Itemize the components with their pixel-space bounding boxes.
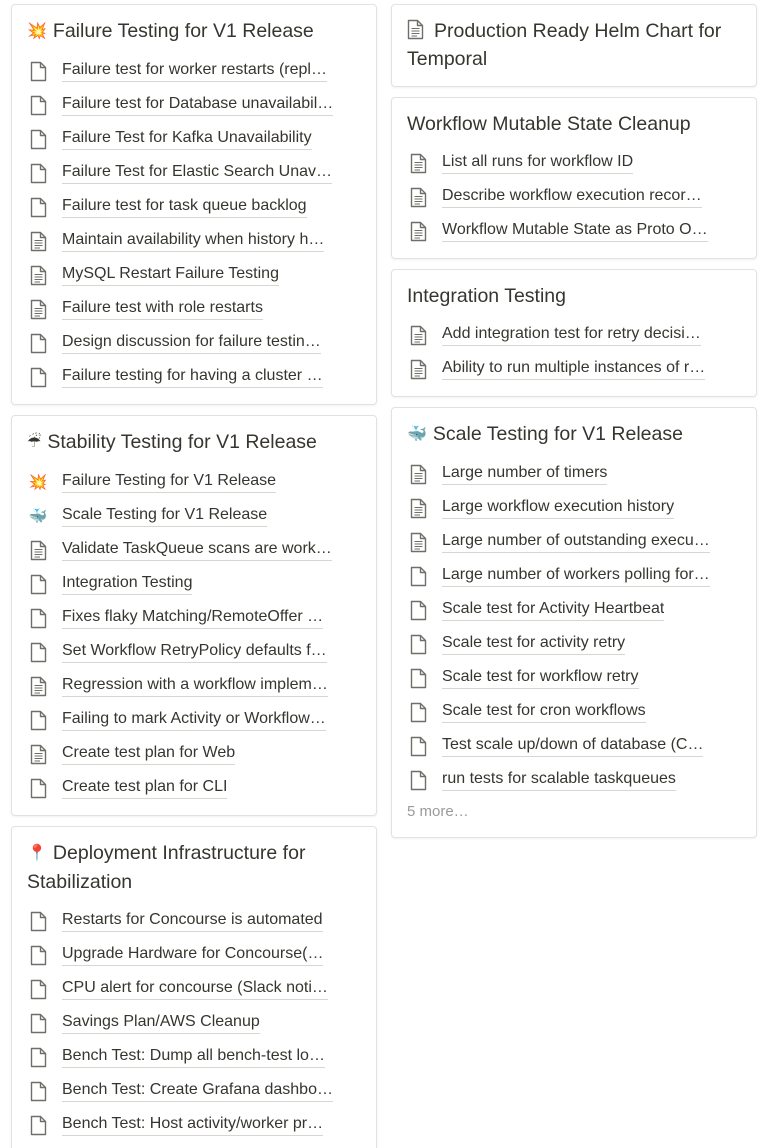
board-card[interactable] — [11, 826, 377, 1148]
page-icon — [28, 128, 48, 150]
linked-page-label[interactable]: run tests for scalable taskqueues — [442, 769, 676, 791]
linked-page-item[interactable] — [27, 635, 361, 669]
linked-page-label[interactable]: Restarts for Concourse is automated — [62, 910, 323, 932]
page-text-icon — [408, 220, 428, 242]
page-icon — [28, 196, 48, 218]
card-title[interactable] — [407, 420, 741, 449]
page-icon — [28, 332, 48, 354]
linked-page-label[interactable]: Failure test with role restarts — [62, 298, 263, 320]
card-title[interactable] — [407, 110, 741, 138]
linked-page-label[interactable]: Maintain availability when history h… — [62, 230, 324, 252]
linked-page-label[interactable]: Validate TaskQueue scans are work… — [62, 539, 332, 561]
linked-page-label[interactable]: Design discussion for failure testin… — [62, 332, 321, 354]
linked-page-label[interactable]: CPU alert for concourse (Slack noti… — [62, 978, 328, 1000]
page-icon — [408, 667, 428, 689]
linked-page-label[interactable]: Add integration test for retry decisi… — [442, 324, 701, 346]
page-text-icon — [408, 324, 428, 346]
linked-page-label[interactable]: Scale Testing for V1 Release — [62, 505, 267, 527]
page-text-icon — [408, 186, 428, 208]
linked-page-item[interactable] — [407, 559, 741, 593]
linked-page-item[interactable] — [407, 627, 741, 661]
page-icon — [408, 565, 428, 587]
page-icon — [28, 641, 48, 663]
linked-page-item[interactable] — [27, 972, 361, 1006]
linked-page-item[interactable] — [27, 703, 361, 737]
linked-page-item[interactable] — [27, 567, 361, 601]
whale-icon: 🐳 — [407, 426, 427, 443]
linked-page-label[interactable]: Test scale up/down of database (C… — [442, 735, 703, 757]
page-icon — [28, 944, 48, 966]
board-card[interactable] — [391, 269, 757, 397]
linked-page-label[interactable]: Bench Test: Host activity/worker pr… — [62, 1114, 323, 1136]
page-icon — [28, 709, 48, 731]
page-text-icon — [28, 230, 48, 252]
linked-page-item[interactable] — [27, 938, 361, 972]
linked-page-item[interactable] — [407, 525, 741, 559]
linked-page-label[interactable]: Fixes flaky Matching/RemoteOffer … — [62, 607, 323, 629]
card-title-text: Deployment Infrastructure for Stabilization — [27, 842, 306, 893]
linked-page-label[interactable]: List all runs for workflow ID — [442, 152, 633, 174]
page-icon — [28, 366, 48, 388]
linked-page-item[interactable] — [27, 360, 361, 394]
linked-page-label[interactable]: Bench Test: Create Grafana dashbo… — [62, 1080, 333, 1102]
board-card[interactable] — [391, 97, 757, 259]
linked-page-item[interactable] — [27, 292, 361, 326]
linked-page-label[interactable]: Failing to mark Activity or Workflow… — [62, 709, 326, 731]
card-title-text: Scale Testing for V1 Release — [432, 423, 683, 445]
linked-page-item[interactable] — [27, 1006, 361, 1040]
linked-page-item[interactable] — [407, 352, 741, 386]
page-icon — [28, 1012, 48, 1034]
page-icon — [28, 60, 48, 82]
whale-icon: 🐳 — [28, 508, 48, 525]
linked-page-item[interactable] — [27, 499, 361, 533]
page-icon — [408, 701, 428, 723]
card-title-text: Workflow Mutable State Cleanup — [407, 113, 691, 135]
linked-page-label[interactable]: Failure Testing for V1 Release — [62, 471, 276, 493]
linked-page-item[interactable] — [27, 601, 361, 635]
page-text-icon — [408, 358, 428, 380]
card-title[interactable] — [407, 17, 741, 73]
linked-page-label[interactable]: Scale test for workflow retry — [442, 667, 639, 689]
page-icon — [28, 777, 48, 799]
page-text-icon — [28, 539, 48, 561]
card-title[interactable] — [27, 839, 361, 896]
linked-page-label[interactable]: Integration Testing — [62, 573, 192, 595]
linked-page-item[interactable] — [27, 258, 361, 292]
linked-page-item[interactable] — [27, 54, 361, 88]
page-icon — [28, 1114, 48, 1136]
collision-icon: 💥 — [27, 23, 47, 40]
linked-page-item[interactable] — [27, 771, 361, 805]
linked-page-item[interactable] — [27, 326, 361, 360]
linked-page-item[interactable] — [407, 318, 741, 352]
linked-page-label[interactable]: Workflow Mutable State as Proto O… — [442, 220, 708, 242]
card-title[interactable] — [27, 428, 361, 457]
linked-page-label[interactable]: Scale test for cron workflows — [442, 701, 646, 723]
linked-page-item[interactable] — [27, 122, 361, 156]
show-more-link[interactable]: 5 more… — [407, 803, 469, 820]
linked-page-item[interactable] — [407, 593, 741, 627]
page-icon — [408, 599, 428, 621]
linked-page-item[interactable] — [27, 190, 361, 224]
page-icon — [28, 94, 48, 116]
linked-page-label[interactable]: Large number of timers — [442, 463, 607, 485]
page-text-icon — [408, 531, 428, 553]
linked-page-label[interactable]: Regression with a workflow implem… — [62, 675, 328, 697]
linked-page-item[interactable] — [27, 156, 361, 190]
board-column-right — [391, 4, 757, 848]
linked-page-label[interactable]: Large number of workers polling for… — [442, 565, 710, 587]
linked-page-item[interactable] — [27, 224, 361, 258]
linked-page-label[interactable]: Upgrade Hardware for Concourse(… — [62, 944, 323, 966]
page-text-icon — [28, 743, 48, 765]
linked-page-label[interactable]: Failure Test for Elastic Search Unav… — [62, 162, 332, 184]
linked-page-label[interactable]: Create test plan for CLI — [62, 777, 227, 799]
page-icon — [28, 573, 48, 595]
linked-page-item[interactable] — [27, 465, 361, 499]
page-text-icon — [407, 19, 426, 39]
linked-page-label[interactable]: Ability to run multiple instances of r… — [442, 358, 705, 380]
page-text-icon — [28, 298, 48, 320]
linked-page-item[interactable] — [27, 737, 361, 771]
linked-page-item[interactable] — [407, 491, 741, 525]
page-text-icon — [408, 152, 428, 174]
linked-page-item[interactable] — [407, 457, 741, 491]
page-icon — [28, 1080, 48, 1102]
linked-page-item[interactable] — [27, 1108, 361, 1142]
card-title-text: Failure Testing for V1 Release — [52, 20, 314, 42]
card-title[interactable] — [27, 17, 361, 46]
card-title-text: Integration Testing — [407, 285, 566, 307]
page-icon — [28, 910, 48, 932]
board-card[interactable] — [11, 415, 377, 816]
linked-page-item[interactable] — [27, 669, 361, 703]
page-icon — [408, 633, 428, 655]
linked-page-item[interactable] — [407, 180, 741, 214]
linked-page-item[interactable] — [407, 146, 741, 180]
card-title[interactable] — [407, 282, 741, 310]
linked-page-label[interactable]: Scale test for Activity Heartbeat — [442, 599, 664, 621]
linked-page-label[interactable]: Large workflow execution history — [442, 497, 674, 519]
linked-page-item[interactable] — [27, 1074, 361, 1108]
page-icon — [28, 162, 48, 184]
linked-page-label[interactable]: Bench Test: Dump all bench-test lo… — [62, 1046, 325, 1068]
linked-page-label[interactable]: Describe workflow execution recor… — [442, 186, 702, 208]
linked-page-label[interactable]: Large number of outstanding execu… — [442, 531, 710, 553]
page-icon — [408, 735, 428, 757]
page-text-icon — [28, 675, 48, 697]
linked-page-item[interactable] — [407, 661, 741, 695]
page-text-icon — [408, 497, 428, 519]
page-icon — [28, 1046, 48, 1068]
linked-page-label[interactable]: Failure test for worker restarts (repl… — [62, 60, 327, 82]
linked-page-label[interactable]: Failure Test for Kafka Unavailability — [62, 128, 312, 150]
linked-page-label[interactable]: Failure test for Database unavailabil… — [62, 94, 333, 116]
linked-page-label[interactable]: Scale test for activity retry — [442, 633, 625, 655]
linked-page-label[interactable]: Savings Plan/AWS Cleanup — [62, 1012, 260, 1034]
page-icon — [28, 978, 48, 1000]
linked-page-item[interactable] — [407, 729, 741, 763]
pushpin-icon: 📍 — [27, 845, 47, 862]
linked-page-item[interactable] — [27, 904, 361, 938]
page-icon — [28, 607, 48, 629]
board-card[interactable] — [391, 407, 757, 838]
linked-page-label[interactable]: Failure testing for having a cluster … — [62, 366, 323, 388]
linked-page-item[interactable] — [407, 763, 741, 797]
linked-page-label[interactable]: Set Workflow RetryPolicy defaults f… — [62, 641, 327, 663]
linked-page-item[interactable] — [27, 533, 361, 567]
umbrella-icon: ☔ — [27, 434, 42, 451]
card-title-text: Stability Testing for V1 Release — [47, 431, 317, 453]
linked-page-item[interactable] — [407, 214, 741, 248]
collision-icon: 💥 — [28, 474, 48, 491]
linked-page-label[interactable]: Create test plan for Web — [62, 743, 235, 765]
page-text-icon — [28, 264, 48, 286]
board-card[interactable] — [11, 4, 377, 405]
page-icon — [408, 769, 428, 791]
board-card[interactable] — [391, 4, 757, 87]
page-text-icon — [408, 463, 428, 485]
linked-page-item[interactable] — [27, 1040, 361, 1074]
board-column-left — [11, 4, 377, 1148]
card-title-text: Production Ready Helm Chart for Temporal — [407, 20, 722, 70]
linked-page-label[interactable]: Failure test for task queue backlog — [62, 196, 307, 218]
linked-page-label[interactable]: MySQL Restart Failure Testing — [62, 264, 279, 286]
linked-page-item[interactable] — [407, 695, 741, 729]
linked-page-item[interactable] — [27, 88, 361, 122]
